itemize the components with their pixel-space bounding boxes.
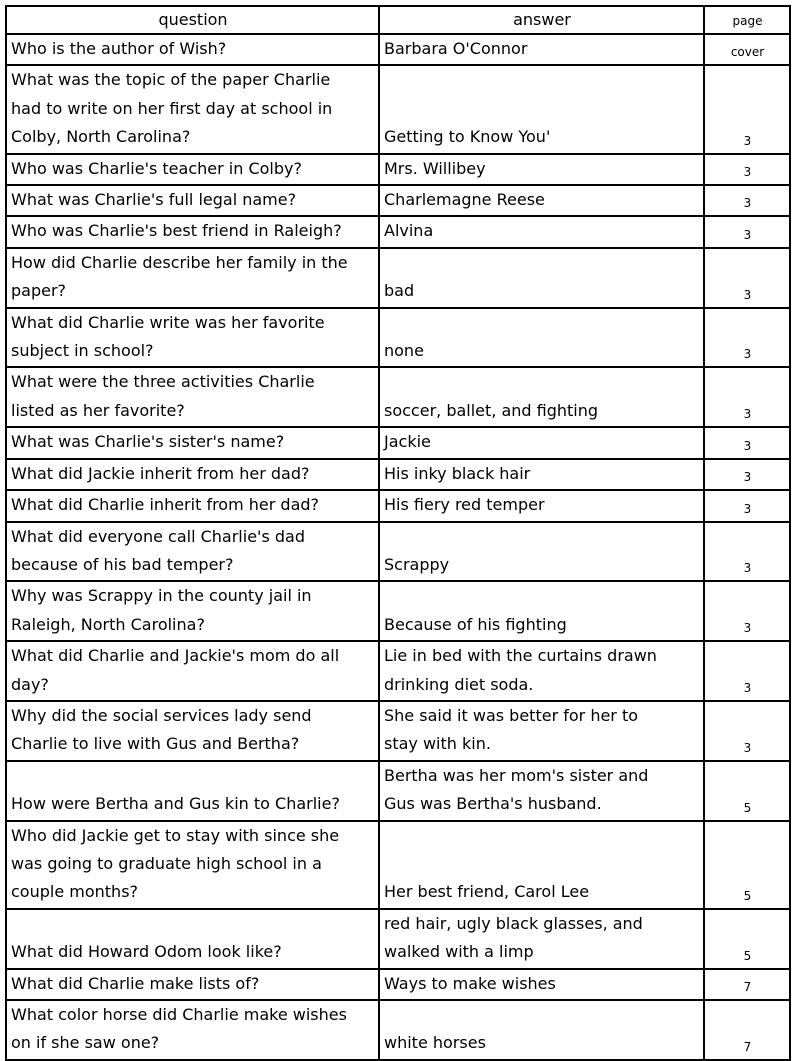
question-cell: What did everyone call Charlie's dad because of his bad temper? bbox=[6, 522, 379, 582]
answer-cell: white horses bbox=[379, 1000, 704, 1060]
answer-cell: Scrappy bbox=[379, 522, 704, 582]
table-row bbox=[6, 154, 790, 185]
question-cell: What did Jackie inherit from her dad? bbox=[6, 459, 379, 490]
table-row bbox=[6, 216, 790, 247]
answer-cell: Getting to Know You' bbox=[379, 65, 704, 153]
question-cell: Why was Scrappy in the county jail in Raleigh, North Carolina? bbox=[6, 581, 379, 641]
answer-cell: She said it was better for her to stay with kin. bbox=[379, 701, 704, 761]
header-page: page bbox=[704, 6, 790, 34]
answer-cell: Charlemagne Reese bbox=[379, 185, 704, 216]
page-cell: 3 bbox=[704, 367, 790, 427]
page-cell: 3 bbox=[704, 701, 790, 761]
question-cell: Who was Charlie's best friend in Raleigh? bbox=[6, 216, 379, 247]
page-cell: 3 bbox=[704, 216, 790, 247]
answer-cell: Lie in bed with the curtains drawn drinking diet soda. bbox=[379, 641, 704, 701]
page-cell: 3 bbox=[704, 248, 790, 308]
answer-cell: Ways to make wishes bbox=[379, 969, 704, 1000]
page-cell: 5 bbox=[704, 909, 790, 969]
table-row bbox=[6, 65, 790, 153]
table-row bbox=[6, 1000, 790, 1060]
question-cell: What did Charlie make lists of? bbox=[6, 969, 379, 1000]
answer-cell: Jackie bbox=[379, 427, 704, 458]
page-cell: 3 bbox=[704, 641, 790, 701]
question-cell: What color horse did Charlie make wishes on if she saw one? bbox=[6, 1000, 379, 1060]
table-row bbox=[6, 581, 790, 641]
question-cell: What was Charlie's full legal name? bbox=[6, 185, 379, 216]
question-cell: What did Charlie write was her favorite subject in school? bbox=[6, 308, 379, 368]
page-cell: 5 bbox=[704, 761, 790, 821]
page-cell: 3 bbox=[704, 185, 790, 216]
question-cell: Why did the social services lady send Charlie to live with Gus and Bertha? bbox=[6, 701, 379, 761]
page-cell: 3 bbox=[704, 427, 790, 458]
answer-cell: none bbox=[379, 308, 704, 368]
table-row bbox=[6, 909, 790, 969]
question-cell: What did Charlie inherit from her dad? bbox=[6, 490, 379, 521]
page-cell: 7 bbox=[704, 969, 790, 1000]
page-cell: 3 bbox=[704, 308, 790, 368]
table-row bbox=[6, 367, 790, 427]
answer-cell: His inky black hair bbox=[379, 459, 704, 490]
question-cell: What did Charlie and Jackie's mom do all day? bbox=[6, 641, 379, 701]
answer-cell: Barbara O'Connor bbox=[379, 34, 704, 65]
answer-cell: Because of his fighting bbox=[379, 581, 704, 641]
table-row bbox=[6, 185, 790, 216]
answer-cell: bad bbox=[379, 248, 704, 308]
table-row bbox=[6, 427, 790, 458]
answer-cell: red hair, ugly black glasses, and walked with a limp bbox=[379, 909, 704, 969]
page-cell: 3 bbox=[704, 490, 790, 521]
answer-cell: His fiery red temper bbox=[379, 490, 704, 521]
page-cell: 3 bbox=[704, 459, 790, 490]
table-row bbox=[6, 490, 790, 521]
question-cell: What were the three activities Charlie listed as her favorite? bbox=[6, 367, 379, 427]
answer-cell: soccer, ballet, and fighting bbox=[379, 367, 704, 427]
table-row bbox=[6, 248, 790, 308]
table-row bbox=[6, 701, 790, 761]
question-cell: Who was Charlie's teacher in Colby? bbox=[6, 154, 379, 185]
table-row bbox=[6, 761, 790, 821]
table-row bbox=[6, 522, 790, 582]
table-row bbox=[6, 969, 790, 1000]
answer-cell: Bertha was her mom's sister and Gus was Bertha's husband. bbox=[379, 761, 704, 821]
page-cell: 5 bbox=[704, 821, 790, 909]
page-cell: 3 bbox=[704, 581, 790, 641]
page-cell: cover bbox=[704, 34, 790, 65]
question-cell: How did Charlie describe her family in the paper? bbox=[6, 248, 379, 308]
page-cell: 7 bbox=[704, 1000, 790, 1060]
table-row bbox=[6, 459, 790, 490]
header-row bbox=[6, 6, 790, 34]
page-cell: 3 bbox=[704, 65, 790, 153]
table-row bbox=[6, 821, 790, 909]
table-row bbox=[6, 34, 790, 65]
question-cell: What was Charlie's sister's name? bbox=[6, 427, 379, 458]
answer-cell: Her best friend, Carol Lee bbox=[379, 821, 704, 909]
table-row bbox=[6, 641, 790, 701]
question-cell: Who did Jackie get to stay with since she was going to graduate high school in a couple months? bbox=[6, 821, 379, 909]
question-cell: What did Howard Odom look like? bbox=[6, 909, 379, 969]
question-cell: How were Bertha and Gus kin to Charlie? bbox=[6, 761, 379, 821]
question-cell: Who is the author of Wish? bbox=[6, 34, 379, 65]
table-body bbox=[6, 34, 790, 1060]
answer-cell: Alvina bbox=[379, 216, 704, 247]
table-row bbox=[6, 308, 790, 368]
answer-cell: Mrs. Willibey bbox=[379, 154, 704, 185]
question-cell: What was the topic of the paper Charlie had to write on her first day at school in Colby, North Carolina? bbox=[6, 65, 379, 153]
page-cell: 3 bbox=[704, 522, 790, 582]
page-cell: 3 bbox=[704, 154, 790, 185]
header-question: question bbox=[6, 6, 379, 34]
question-answer-table bbox=[5, 5, 791, 1061]
header-answer: answer bbox=[379, 6, 704, 34]
